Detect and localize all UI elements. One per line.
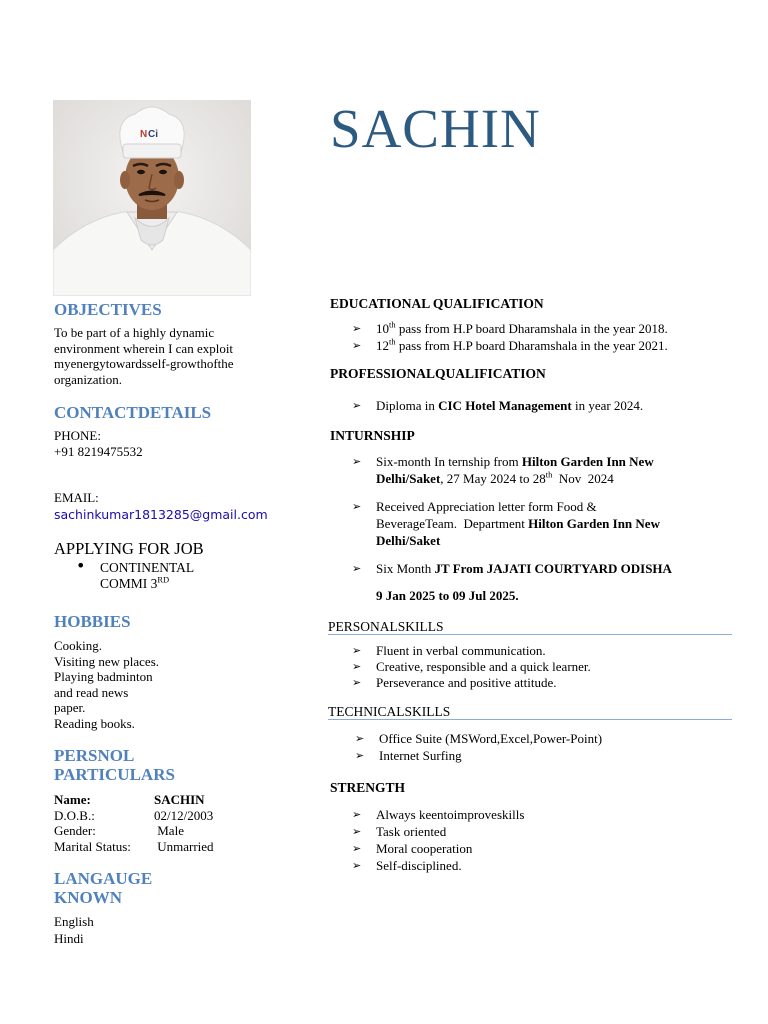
particulars-row: [54, 808, 294, 824]
email-block: [54, 490, 294, 522]
prof-pre: Diploma in: [376, 398, 439, 413]
hobbies-list: [54, 638, 294, 731]
intern2-bold3: Delhi/Saket: [376, 533, 441, 548]
languages-heading-line1: LANGAUGE: [54, 869, 153, 888]
particulars-value: Unmarried: [154, 838, 214, 854]
edu-sup: th: [389, 336, 396, 347]
technical-skills-list-wrap: [333, 730, 733, 764]
strength-list: [330, 806, 730, 874]
hobby-item: and read news: [54, 684, 129, 700]
divider: [328, 719, 732, 720]
particulars-key: D.O.B.:: [54, 807, 95, 823]
applying-item-line2: COMMI 3: [100, 576, 158, 591]
prof-post: in year 2024.: [571, 398, 644, 413]
particulars-row: [54, 792, 294, 808]
personal-skills-title: PERSONALSKILLS: [328, 619, 444, 634]
list-item: ➢ Always keentoimproveskills: [330, 806, 730, 823]
personal-skills-heading: [328, 619, 732, 635]
list-item: ➢ Creative, responsible and a quick learner.: [330, 659, 730, 675]
list-item: [330, 397, 730, 414]
svg-text:Ci: Ci: [148, 129, 158, 140]
contact-details: [54, 428, 294, 459]
objectives-line: myenergytowardsself-growthofthe: [54, 356, 234, 371]
professional-list: [330, 397, 730, 414]
particulars-key: Marital Status:: [54, 838, 131, 854]
phone-value: +91 8219475532: [54, 443, 143, 459]
technical-skills-list: [333, 730, 733, 764]
professional-section: [330, 366, 730, 414]
intern2-line1: Received Appreciation letter form Food &: [376, 499, 597, 514]
edu-num: 10: [376, 321, 389, 336]
personal-skills-list-wrap: [330, 643, 730, 691]
education-list: [330, 320, 730, 354]
education-heading: EDUCATIONAL QUALIFICATION: [330, 296, 544, 311]
hobbies-section: [54, 612, 294, 631]
language-item: English: [54, 914, 94, 929]
particulars-section: [54, 746, 294, 784]
hobbies-heading: HOBBIES: [54, 612, 131, 631]
objectives-text: [54, 325, 294, 387]
list-item: ➢ Office Suite (MSWord,Excel,Power-Point): [333, 730, 733, 747]
contact-heading: CONTACTDETAILS: [54, 403, 212, 422]
applying-heading: APPLYING FOR JOB: [54, 539, 204, 558]
objectives-line: organization.: [54, 371, 122, 387]
chef-portrait-image: [53, 100, 251, 296]
particulars-table: [54, 792, 294, 854]
intern1-bold2: Delhi/Saket: [376, 471, 441, 486]
technical-skills-section: [328, 704, 732, 720]
strength-heading: STRENGTH: [330, 780, 406, 795]
intern1-pre: Six-month In ternship from: [376, 454, 522, 469]
particulars-key: Name:: [54, 792, 91, 807]
edu-sup: th: [389, 319, 396, 330]
particulars-heading-line2: PARTICULARS: [54, 765, 175, 784]
languages-heading-line2: KNOWN: [54, 888, 122, 907]
list-item: [330, 320, 730, 337]
intern1-sup: th: [545, 469, 553, 480]
languages-section: [54, 869, 294, 907]
list-item: ➢ Moral cooperation: [330, 840, 730, 857]
objectives-line: To be part of a highly dynamic: [54, 325, 215, 340]
education-section: [330, 296, 730, 354]
particulars-key: Gender:: [54, 823, 96, 838]
particulars-value: SACHIN: [154, 792, 205, 807]
intern1-post2: Nov 2024: [552, 471, 614, 486]
phone-label: PHONE:: [54, 428, 101, 443]
divider: [328, 634, 732, 635]
intern3-bold: JT From JAJATI COURTYARD ODISHA: [434, 561, 672, 576]
svg-text:N: N: [140, 129, 148, 140]
professional-heading: PROFESSIONALQUALIFICATION: [330, 366, 546, 381]
hobby-item: Reading books.: [54, 715, 135, 731]
language-item: Hindi: [54, 931, 84, 946]
edu-text: pass from H.P board Dharamshala in the year 2021.: [395, 338, 668, 353]
personal-skills-list: [330, 643, 730, 691]
objectives-heading: OBJECTIVES: [54, 300, 162, 319]
hobby-item: Playing badminton: [54, 669, 153, 684]
intern1-post: , 27 May 2024 to 28: [440, 471, 546, 486]
edu-text: pass from H.P board Dharamshala in the year 2018.: [395, 321, 668, 336]
list-item: [330, 453, 730, 487]
prof-bold: CIC Hotel Management: [438, 398, 572, 413]
applying-item-line1: CONTINENTAL: [100, 560, 195, 575]
email-link[interactable]: sachinkumar1813285@gmail.com: [54, 506, 268, 522]
list-item: [330, 498, 730, 549]
contact-section: [54, 403, 294, 422]
profile-photo: [53, 100, 251, 296]
intern3-pre: Six Month: [376, 561, 435, 576]
intern3-dates: 9 Jan 2025 to 09 Jul 2025.: [376, 588, 519, 603]
list-item: ➢ Self-disciplined.: [330, 857, 730, 874]
internship-heading: INTURNSHIP: [330, 428, 415, 443]
hobby-item: Visiting new places.: [54, 653, 160, 669]
list-item: ➢ Perseverance and positive attitude.: [330, 675, 730, 691]
list-item: ➢ Internet Surfing: [333, 747, 733, 764]
list-item: [330, 337, 730, 354]
technical-skills-heading: [328, 704, 732, 720]
edu-num: 12: [376, 338, 389, 353]
applying-section: [54, 540, 294, 592]
languages-list: [54, 913, 294, 947]
hobby-item: Cooking.: [54, 638, 103, 653]
applying-list: [54, 560, 294, 592]
particulars-heading-line1: PERSNOL: [54, 746, 135, 765]
strength-section: [330, 780, 730, 874]
personal-skills-section: [328, 619, 732, 635]
hobby-item: paper.: [54, 700, 86, 715]
internship-section: [330, 428, 730, 604]
particulars-row: [54, 823, 294, 839]
objectives-section: [54, 300, 294, 319]
list-item: ➢ Fluent in verbal communication.: [330, 643, 730, 659]
particulars-value: 02/12/2003: [154, 807, 214, 823]
list-item: ➢ Task oriented: [330, 823, 730, 840]
applying-item-sup: RD: [157, 574, 170, 585]
objectives-line: environment wherein I can exploit: [54, 340, 234, 356]
technical-skills-title: TECHNICALSKILLS: [328, 704, 451, 719]
email-label: EMAIL:: [54, 490, 99, 505]
intern2-bold2: Hilton Garden Inn New: [528, 516, 660, 531]
candidate-name: SACHIN: [330, 98, 541, 159]
list-item: [330, 560, 730, 577]
list-item: [54, 560, 294, 592]
particulars-row: [54, 839, 294, 855]
intern2-pre2: BeverageTeam. Department: [376, 516, 529, 531]
particulars-value: Male: [154, 823, 184, 838]
intern1-bold1: Hilton Garden Inn New: [521, 454, 654, 469]
internship-list: [330, 453, 730, 577]
